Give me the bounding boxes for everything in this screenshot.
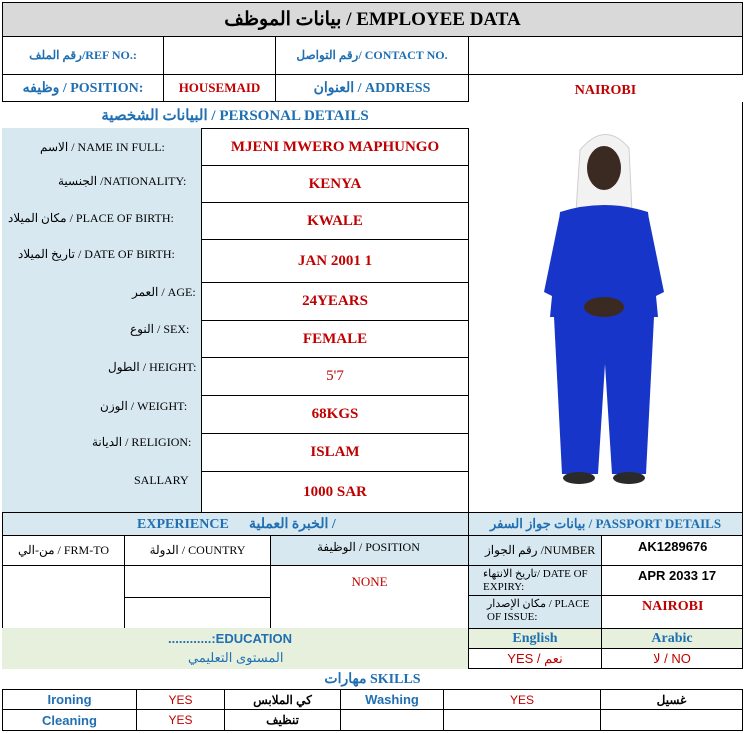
skill-cleaning: Cleaning (2, 709, 137, 731)
passport-title: بيانات جواز السفر / PASSPORT DETAILS (468, 512, 743, 536)
age-label: العمر / AGE: (132, 285, 196, 299)
salary-value: 1000 SAR (201, 471, 469, 513)
title-en: EMPLOYEE DATA (356, 8, 521, 30)
position-label: وظيفه / POSITION: (2, 74, 164, 102)
contact-label: رقم التواصل/ CONTACT NO. (275, 36, 469, 75)
exp-country-cell-2 (124, 597, 271, 629)
religion-label: الديانة / RELIGION: (92, 435, 192, 449)
passport-issue-value: NAIROBI (601, 595, 743, 629)
skill-cleaning-ar: تنظيف (224, 709, 341, 731)
passport-issue-label: مكان الإصدار / PLACE OF ISSUE: (468, 595, 602, 629)
passport-number-value: AK1289676 (601, 535, 743, 566)
english-value: YES / نعم (468, 648, 602, 669)
personal-details-title: البيانات الشخصية / PERSONAL DETAILS (101, 107, 369, 124)
skill-empty-1 (340, 709, 444, 731)
birthplace-label: مكان الميلاد / PLACE OF BIRTH: (8, 211, 174, 225)
weight-value: 68KGS (201, 395, 469, 434)
skill-washing-value: YES (443, 689, 601, 710)
skill-empty-3 (600, 709, 743, 731)
birthplace-value: KWALE (201, 202, 469, 240)
exp-country-cell-1 (124, 565, 271, 598)
experience-title-en: EXPERIENCE (137, 517, 229, 532)
religion-value: ISLAM (201, 433, 469, 472)
education-block (2, 628, 469, 669)
address-value: NAIROBI (574, 83, 637, 98)
sex-label: النوع / SEX: (130, 322, 190, 336)
arabic-value: لا / NO (601, 648, 743, 669)
ref-value (163, 36, 276, 75)
height-value: 5'7 (201, 357, 469, 396)
name-value: MJENI MWERO MAPHUNGO (201, 128, 469, 166)
col-from-to: من-الي / FRM-TO (2, 535, 125, 566)
employee-photo (468, 102, 743, 512)
nationality-label: الجنسية /NATIONALITY: (58, 174, 187, 188)
col-country: الدولة / COUNTRY (124, 535, 271, 566)
experience-header (2, 512, 469, 536)
sex-value: FEMALE (201, 320, 469, 358)
title-sep: / (346, 8, 352, 30)
exp-position-value: NONE (270, 565, 469, 629)
ref-label: رقم الملف/REF NO.: (2, 36, 164, 75)
passport-number-label: رقم الجواز /NUMBER (468, 535, 602, 566)
dob-label: تاريخ الميلاد / DATE OF BIRTH: (18, 247, 175, 261)
language-arabic: Arabic (601, 628, 743, 649)
passport-expiry-value: APR 2033 17 (601, 565, 743, 596)
age-value: 24YEARS (201, 282, 469, 321)
dob-value: JAN 2001 1 (201, 239, 469, 283)
name-label: الاسم / NAME IN FULL: (40, 140, 165, 154)
nationality-value: KENYA (201, 165, 469, 203)
language-english: English (468, 628, 602, 649)
skill-washing-ar: غسيل (600, 689, 743, 710)
education-label-en: ............:EDUCATION (168, 631, 292, 646)
skill-washing: Washing (340, 689, 444, 710)
title-bar (2, 2, 743, 37)
passport-expiry-label: تاريخ الانتهاء/ DATE OF EXPIRY: (468, 565, 602, 596)
skill-ironing: Ironing (2, 689, 137, 710)
height-label: الطول / HEIGHT: (108, 360, 197, 374)
title-ar: بيانات الموظف (224, 9, 342, 30)
experience-title-ar: الخبرة العملية / (249, 517, 336, 532)
address-label: العنوان / ADDRESS (275, 74, 469, 102)
salary-label: SALLARY (134, 473, 189, 487)
skill-ironing-value: YES (136, 689, 225, 710)
weight-label: الوزن / WEIGHT: (100, 399, 188, 413)
col-position: الوظيفة / POSITION (270, 535, 469, 566)
skill-empty-2 (443, 709, 601, 731)
contact-value (468, 36, 743, 75)
skill-cleaning-value: YES (136, 709, 225, 731)
skill-ironing-ar: كي الملابس (224, 689, 341, 710)
exp-from-to-cell (2, 565, 125, 629)
skills-title: مهارات SKILLS (324, 671, 421, 687)
education-label-ar: المستوى التعليمي (188, 650, 284, 665)
position-value: HOUSEMAID (163, 74, 276, 102)
